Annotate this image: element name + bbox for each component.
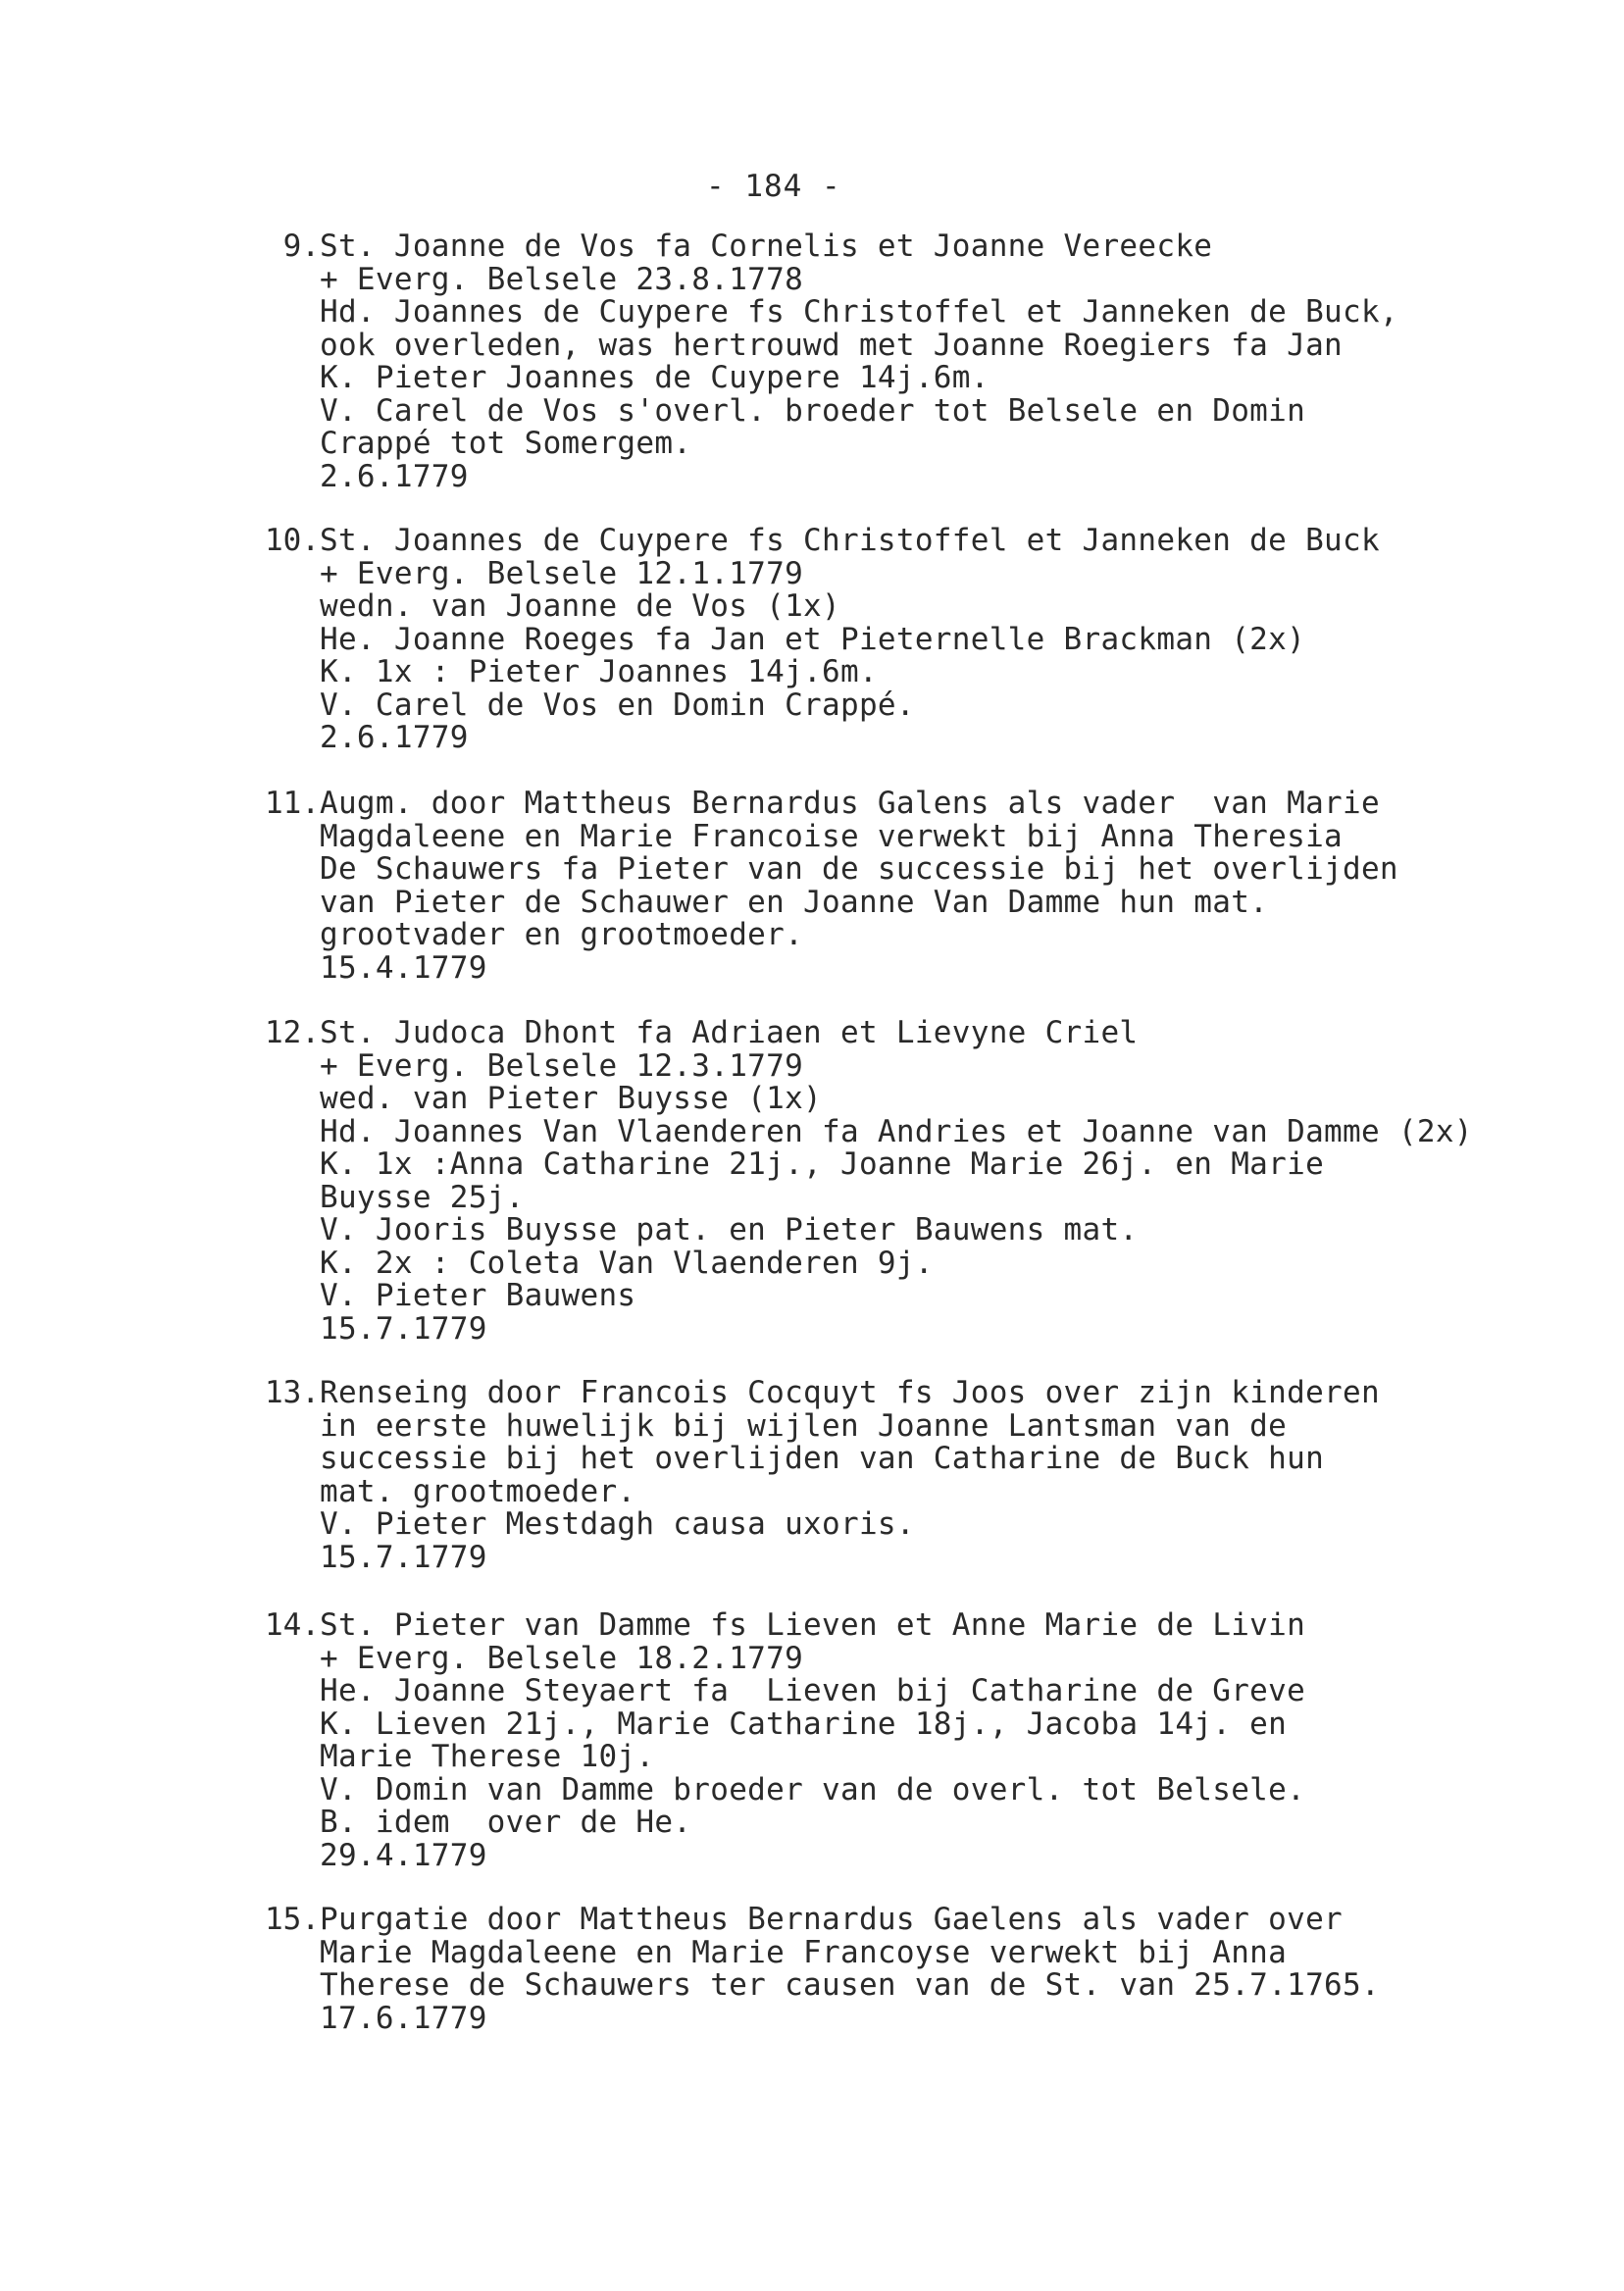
text-line: + Everg. Belsele 18.2.1779 [320, 1640, 804, 1676]
entry-number: 14. [265, 1607, 320, 1643]
entry-text [320, 1609, 1305, 1872]
entry-number: 13. [265, 1375, 320, 1410]
text-line: Marie Magdaleene en Marie Francoyse verwekt bij Anna [320, 1934, 1288, 1970]
text-line: grootvader en grootmoeder. [320, 917, 804, 952]
entry-text [320, 1904, 1380, 2035]
text-line: Marie Therese 10j. [320, 1739, 655, 1774]
entry-number: 12. [265, 1015, 320, 1050]
entry-text [320, 230, 1398, 493]
entry-text [320, 788, 1398, 985]
text-line: St. Judoca Dhont fa Adriaen et Lievyne Criel [320, 1015, 1139, 1050]
text-line: K. Pieter Joannes de Cuypere 14j.6m. [320, 360, 990, 395]
text-line: K. Lieven 21j., Marie Catharine 18j., Jacoba 14j. en [320, 1706, 1288, 1742]
text-line: Augm. door Mattheus Bernardus Galens als vader van Marie [320, 786, 1380, 821]
entry-text [320, 525, 1380, 755]
text-line: V. Pieter Bauwens [320, 1278, 636, 1313]
text-line: 15.4.1779 [320, 949, 487, 986]
text-line: ook overleden, was hertrouwd met Joanne Roegiers fa Jan [320, 327, 1343, 363]
entry-number: 15. [265, 1902, 320, 1937]
text-line: + Everg. Belsele 23.8.1778 [320, 261, 804, 297]
text-line: 17.6.1779 [320, 2000, 487, 2036]
text-line: wedn. van Joanne de Vos (1x) [320, 588, 840, 624]
text-line: Buysse 25j. [320, 1179, 525, 1215]
text-line: Hd. Joannes Van Vlaenderen fa Andries et Joanne van Damme (2x) [320, 1113, 1473, 1149]
text-line: V. Pieter Mestdagh causa uxoris. [320, 1506, 915, 1542]
text-line: St. Joanne de Vos fa Cornelis et Joanne Vereecke [320, 229, 1213, 264]
text-line: K. 1x : Pieter Joannes 14j.6m. [320, 654, 878, 689]
text-line: successie bij het overlijden van Catharine de Buck hun [320, 1441, 1325, 1476]
text-line: in eerste huwelijk bij wijlen Joanne Lantsman van de [320, 1407, 1288, 1444]
text-line: 15.7.1779 [320, 1310, 487, 1347]
text-line: mat. grootmoeder. [320, 1473, 636, 1509]
text-line: V. Domin van Damme broeder van de overl. tot Belsele. [320, 1771, 1306, 1807]
entry-text [320, 1377, 1380, 1574]
text-line: K. 1x :Anna Catharine 21j., Joanne Marie 26j. en Marie [320, 1146, 1325, 1182]
text-line: Purgatie door Mattheus Bernardus Gaelens als vader over [320, 1902, 1343, 1937]
text-line: 2.6.1779 [320, 720, 469, 755]
text-line: Magdaleene en Marie Francoise verwekt bij Anna Theresia [320, 818, 1343, 854]
text-line: He. Joanne Roeges fa Jan et Pieternelle Brackman (2x) [320, 621, 1306, 657]
text-line: + Everg. Belsele 12.1.1779 [320, 555, 804, 591]
text-line: Crappé tot Somergem. [320, 426, 692, 461]
entry-number: 9. [282, 229, 320, 264]
text-line: B. idem over de He. [320, 1805, 692, 1840]
text-line: V. Carel de Vos en Domin Crappé. [320, 687, 915, 723]
text-line: De Schauwers fa Pieter van de successie bij het overlijden [320, 851, 1398, 887]
text-line: Renseing door Francois Cocquyt fs Joos over zijn kinderen [320, 1375, 1380, 1410]
text-line: van Pieter de Schauwer en Joanne Van Damme hun mat. [320, 884, 1269, 920]
page-number: - 184 - [706, 169, 841, 204]
text-line: St. Joannes de Cuypere fs Christoffel et Janneken de Buck [320, 523, 1380, 558]
text-line: 15.7.1779 [320, 1539, 487, 1575]
text-line: He. Joanne Steyaert fa Lieven bij Catharine de Greve [320, 1673, 1306, 1708]
entry-text [320, 1017, 1473, 1346]
text-line: wed. van Pieter Buysse (1x) [320, 1081, 823, 1116]
entry-number: 11. [265, 786, 320, 821]
text-line: 2.6.1779 [320, 458, 469, 494]
text-line: Hd. Joannes de Cuypere fs Christoffel et Janneken de Buck, [320, 294, 1398, 330]
text-line: 29.4.1779 [320, 1837, 487, 1873]
text-line: Therese de Schauwers ter causen van de St. van 25.7.1765. [320, 1967, 1380, 2003]
text-line: St. Pieter van Damme fs Lieven et Anne Marie de Livin [320, 1607, 1306, 1643]
text-line: V. Carel de Vos s'overl. broeder tot Belsele en Domin [320, 392, 1306, 429]
text-line: K. 2x : Coleta Van Vlaenderen 9j. [320, 1245, 934, 1281]
text-line: + Everg. Belsele 12.3.1779 [320, 1047, 804, 1084]
entry-number: 10. [265, 523, 320, 558]
text-line: V. Jooris Buysse pat. en Pieter Bauwens mat. [320, 1212, 1139, 1247]
